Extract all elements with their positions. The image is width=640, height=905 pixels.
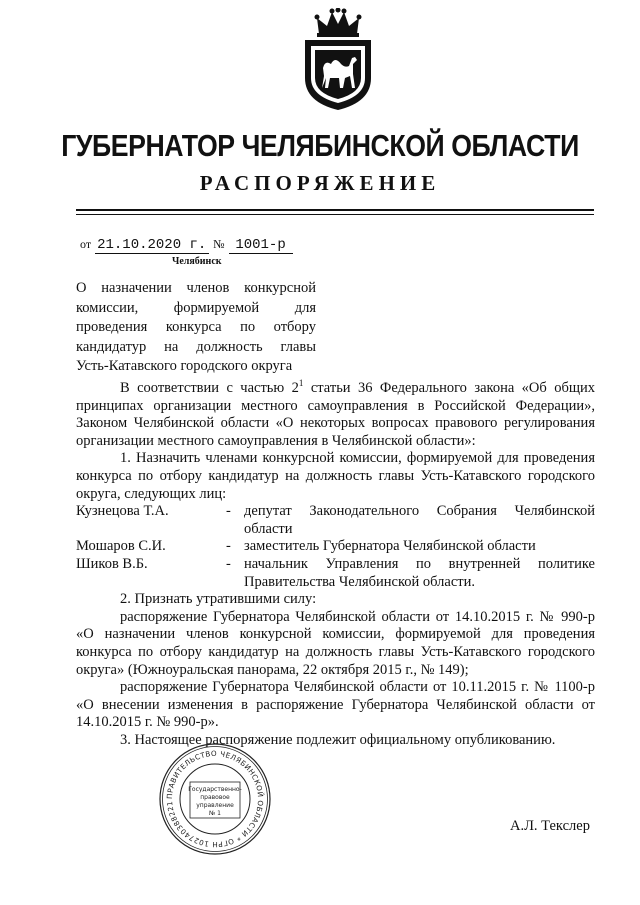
document-date: 21.10.2020 г. xyxy=(95,237,209,254)
subject-line: О назначении членов конкурсной xyxy=(76,280,316,296)
subject-line: проведения конкурса по отбору xyxy=(76,319,316,335)
number-label: № xyxy=(213,237,225,251)
svg-text:правовое: правовое xyxy=(200,794,230,801)
member-name: Шиков В.Б. xyxy=(76,555,148,572)
subject-line: Усть-Катавского городского округа xyxy=(76,358,293,374)
item-3-paragraph: 3. Настоящее распоряжение подлежит официальному опубликованию. xyxy=(120,731,556,748)
member-position: начальник Управления по внутренней политике Правительства Челябинской области. xyxy=(244,555,595,590)
header-rule-thin xyxy=(76,214,594,215)
repeal-paragraph-2: распоряжение Губернатора Челябинской области от 10.11.2015 г. № 1100-р «О внесении изменения в распоряжение Губернатора Челябинской области от 14.10.2015 г. № 990-р». xyxy=(76,679,595,731)
member-row xyxy=(76,556,595,591)
from-label: от xyxy=(80,237,92,251)
svg-text:№ 1: № 1 xyxy=(209,810,221,817)
item-1-paragraph: 1. Назначить членами конкурсной комиссии, формируемой для проведения конкурса по отбору кандидатур на должность главы Усть-Катавского городского округа, следующих лиц: xyxy=(76,450,595,502)
subject-line: комиссии, формируемой для xyxy=(76,299,316,316)
subject-line: кандидатур на должность главы xyxy=(76,338,316,355)
svg-text:управление: управление xyxy=(196,802,234,809)
item-2-paragraph: 2. Признать утратившими силу: xyxy=(120,591,317,608)
document-number: 1001-р xyxy=(229,237,293,254)
repeal-paragraph-1: распоряжение Губернатора Челябинской области от 14.10.2015 г. № 990-р «О назначении членов конкурсной комиссии, формируемой для проведения конкурса по отбору кандидатур на должность главы Усть-Катавского городского округа» (Южноуральская панорама, 22 октября 2015 г., № 149); xyxy=(76,608,595,678)
member-dash: - xyxy=(226,538,231,555)
member-dash: - xyxy=(226,503,231,520)
member-position: заместитель Губернатора Челябинской области xyxy=(244,538,536,555)
coat-of-arms-emblem xyxy=(297,8,379,112)
document-body xyxy=(76,380,595,749)
member-row xyxy=(76,503,595,538)
member-name: Кузнецова Т.А. xyxy=(76,503,169,520)
header-rule-thick xyxy=(76,209,594,211)
preamble-paragraph: В соответствии с частью $2^1$ статьи 36 Федерального закона «Об общих принципах организации местного самоуправления в Российской Федерации», Законом Челябинской области «О некоторых вопросах правового регулирования организации местного самоуправления в Челябинской области»: xyxy=(76,378,596,449)
member-name: Мошаров С.И. xyxy=(76,538,166,555)
official-stamp xyxy=(158,742,272,856)
superscript: 1 xyxy=(298,378,304,389)
svg-text:ПРАВИТЕЛЬСТВО ЧЕЛЯБИНСКОЙ ОБЛА: ПРАВИТЕЛЬСТВО ЧЕЛЯБИНСКОЙ ОБЛАСТИ * ОГРН 102740388221 xyxy=(164,748,266,850)
member-row xyxy=(76,538,595,556)
city-label: Челябинск xyxy=(172,256,222,267)
svg-text:Государственно-: Государственно- xyxy=(188,786,242,793)
document-type: РАСПОРЯЖЕНИЕ xyxy=(199,171,441,195)
governor-title: ГУБЕРНАТОР ЧЕЛЯБИНСКОЙ ОБЛАСТИ xyxy=(61,128,579,163)
date-number-line xyxy=(76,236,293,254)
document-subject xyxy=(76,279,316,377)
signer-name: А.Л. Текслер xyxy=(510,818,590,834)
member-dash: - xyxy=(226,555,231,572)
member-position: депутат Законодательного Собрания Челябинской области xyxy=(244,503,595,537)
